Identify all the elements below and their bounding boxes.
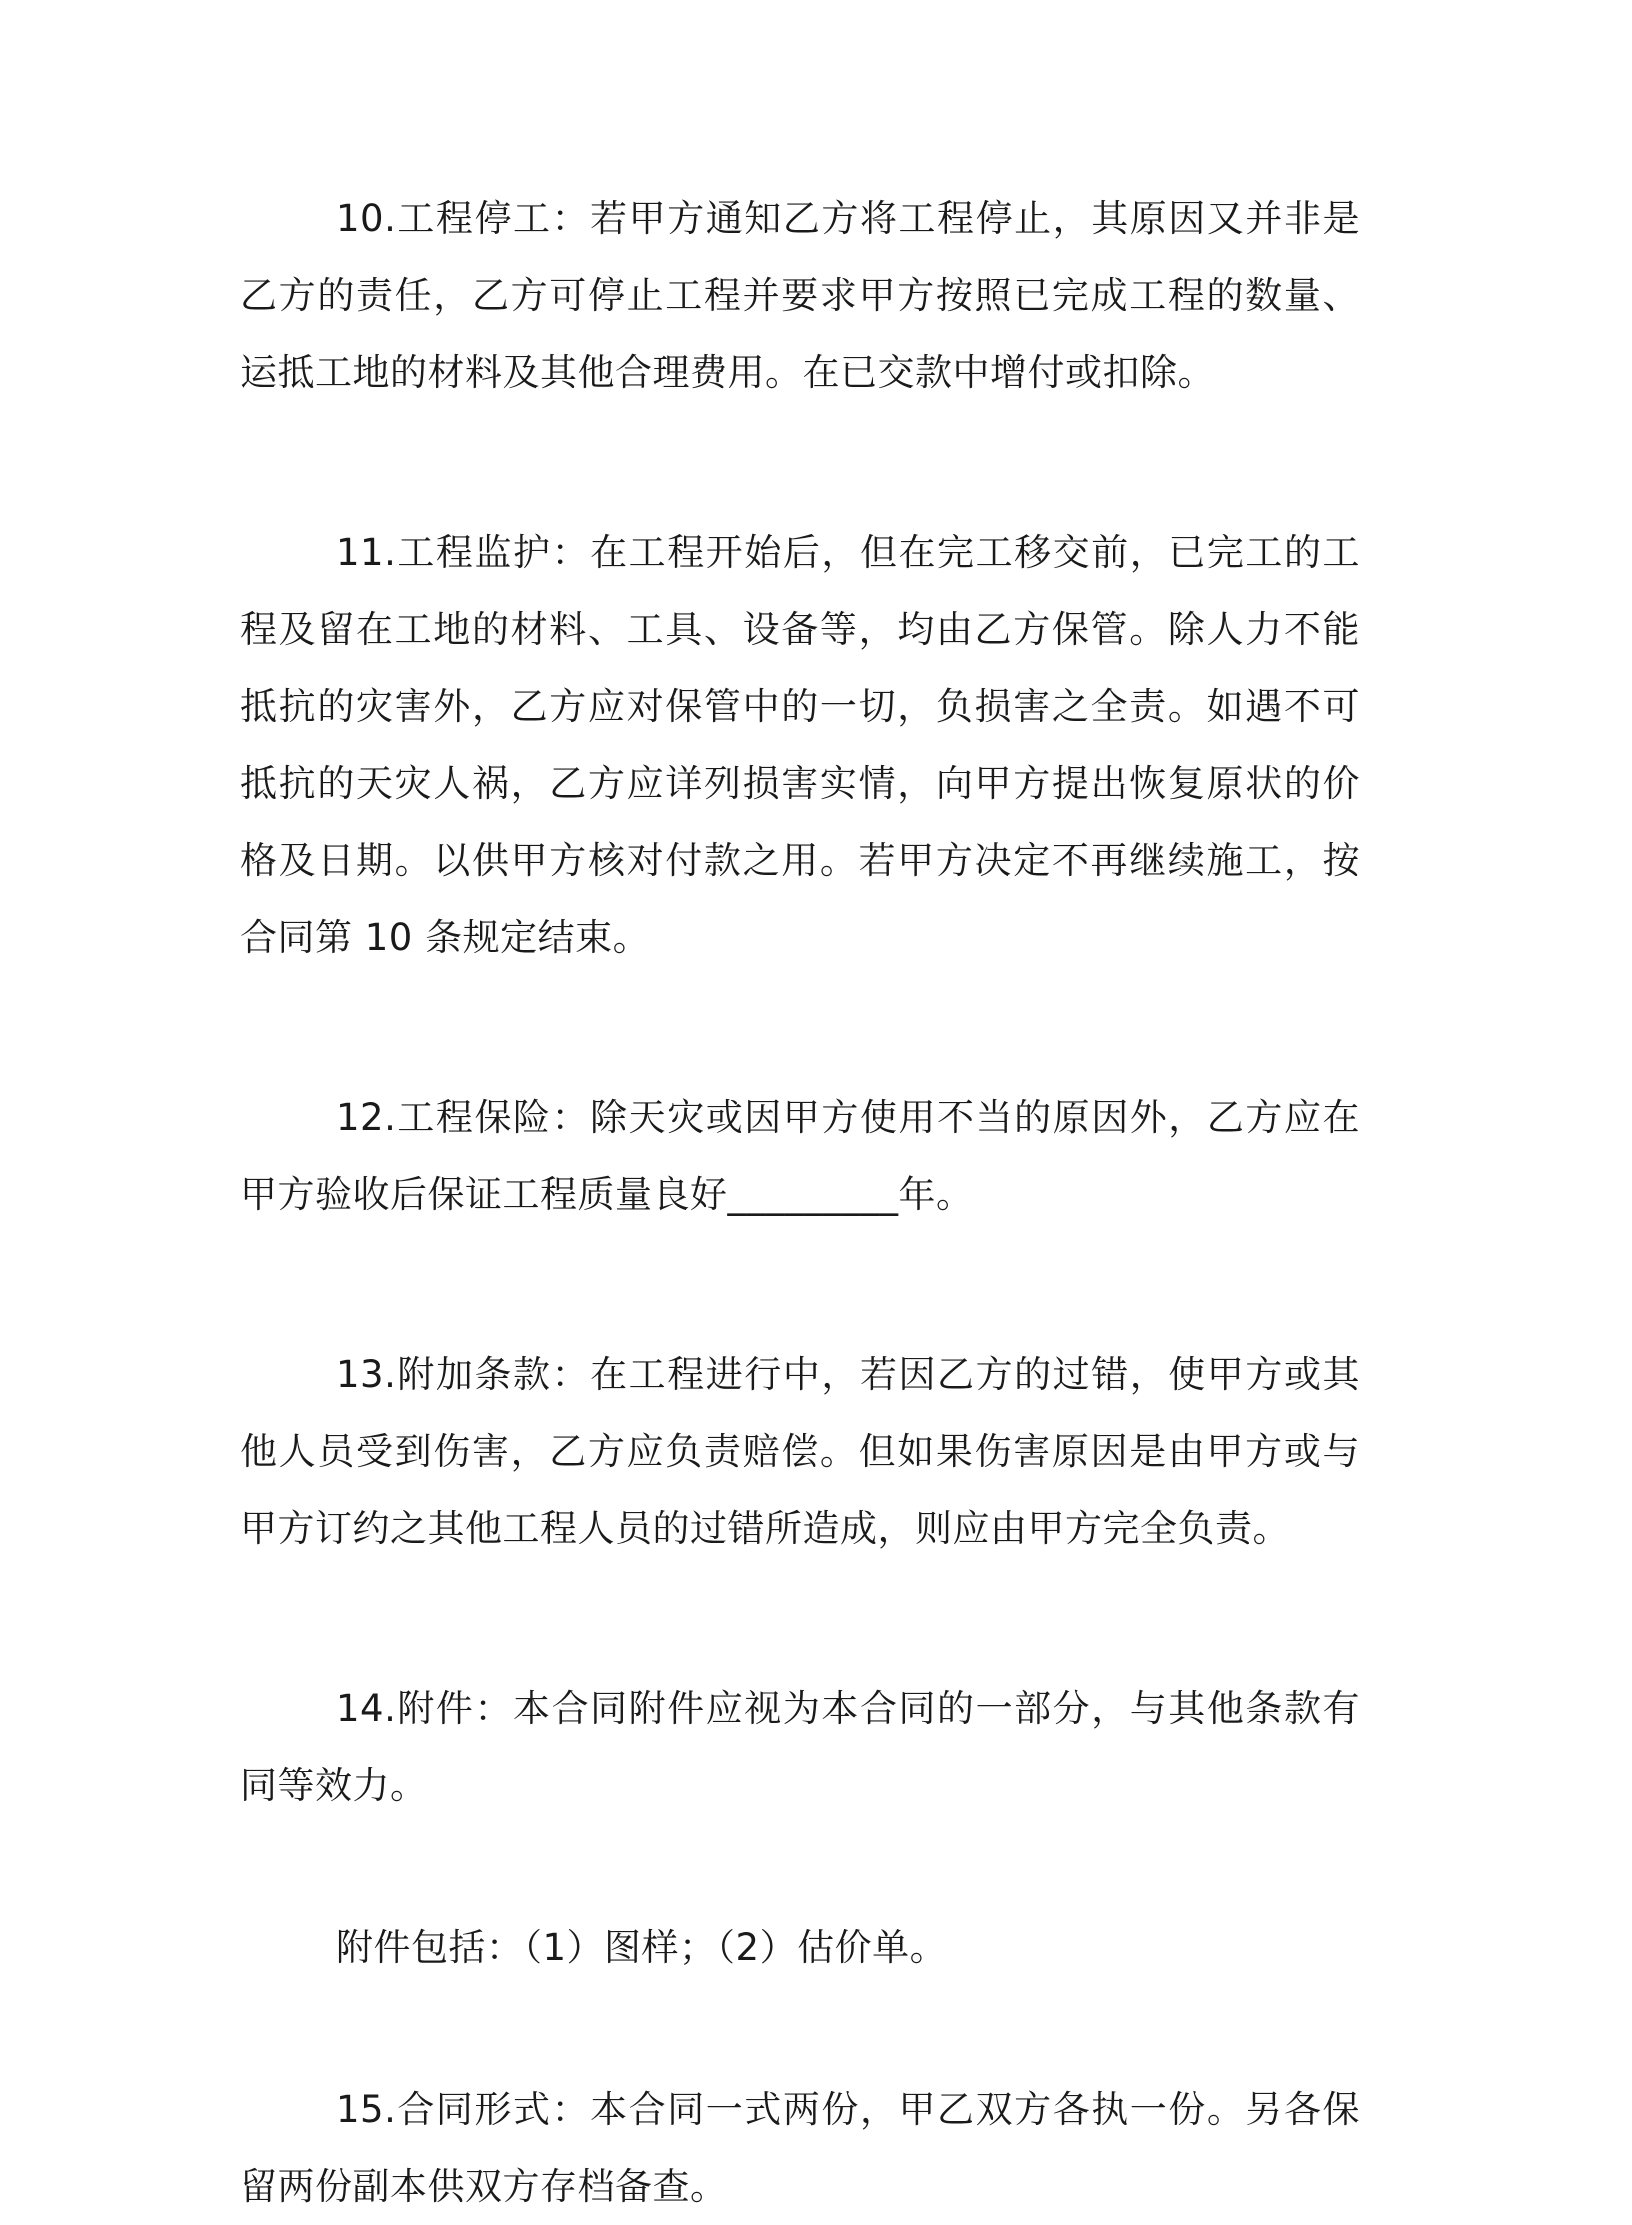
clause-14-attachments: 14.附件：本合同附件应视为本合同的一部分，与其他条款有同等效力。	[240, 1687, 1360, 1807]
clause-15-contract-form: 15.合同形式：本合同一式两份，甲乙双方各执一份。另各保留两份副本供双方存档备查。	[240, 2088, 1360, 2208]
clause-11-work-custody: 11.工程监护：在工程开始后，但在完工移交前，已完工的工程及留在工地的材料、工具、设备等，均由乙方保管。除人力不能抵抗的灾害外，乙方应对保管中的一切，负损害之全责。如遇不可抵抗的天灾人祸，乙方应详列损害实情，向甲方提出恢复原状的价格及日期。以供甲方核对付款之用。若甲方决定不再继续施工，按合同第 10 条规定结束。	[240, 531, 1360, 959]
paragraph-gap	[240, 976, 1360, 1079]
clause-13-additional-terms: 13.附加条款：在工程进行中，若因乙方的过错，使甲方或其他人员受到伤害，乙方应负责赔偿。但如果伤害原因是由甲方或与甲方订约之其他工程人员的过错所造成，则应由甲方完全负责。	[240, 1353, 1360, 1550]
clause-12-work-warranty: 12.工程保险：除天灾或因甲方使用不当的原因外，乙方应在甲方验收后保证工程质量良好_________年。	[240, 1096, 1360, 1216]
paragraph-gap	[240, 411, 1360, 514]
paragraph-gap	[240, 1233, 1360, 1336]
paragraph-gap	[240, 1986, 1360, 2071]
attachments-list: 附件包括：（1）图样；（2）估价单。	[336, 1926, 948, 1969]
paragraph-gap	[240, 1824, 1360, 1909]
paragraph-gap	[240, 1567, 1360, 1670]
document-page	[240, 180, 1360, 2225]
clause-10-work-stoppage: 10.工程停工：若甲方通知乙方将工程停止，其原因又并非是乙方的责任，乙方可停止工程并要求甲方按照已完成工程的数量、运抵工地的材料及其他合理费用。在已交款中增付或扣除。	[240, 197, 1360, 394]
